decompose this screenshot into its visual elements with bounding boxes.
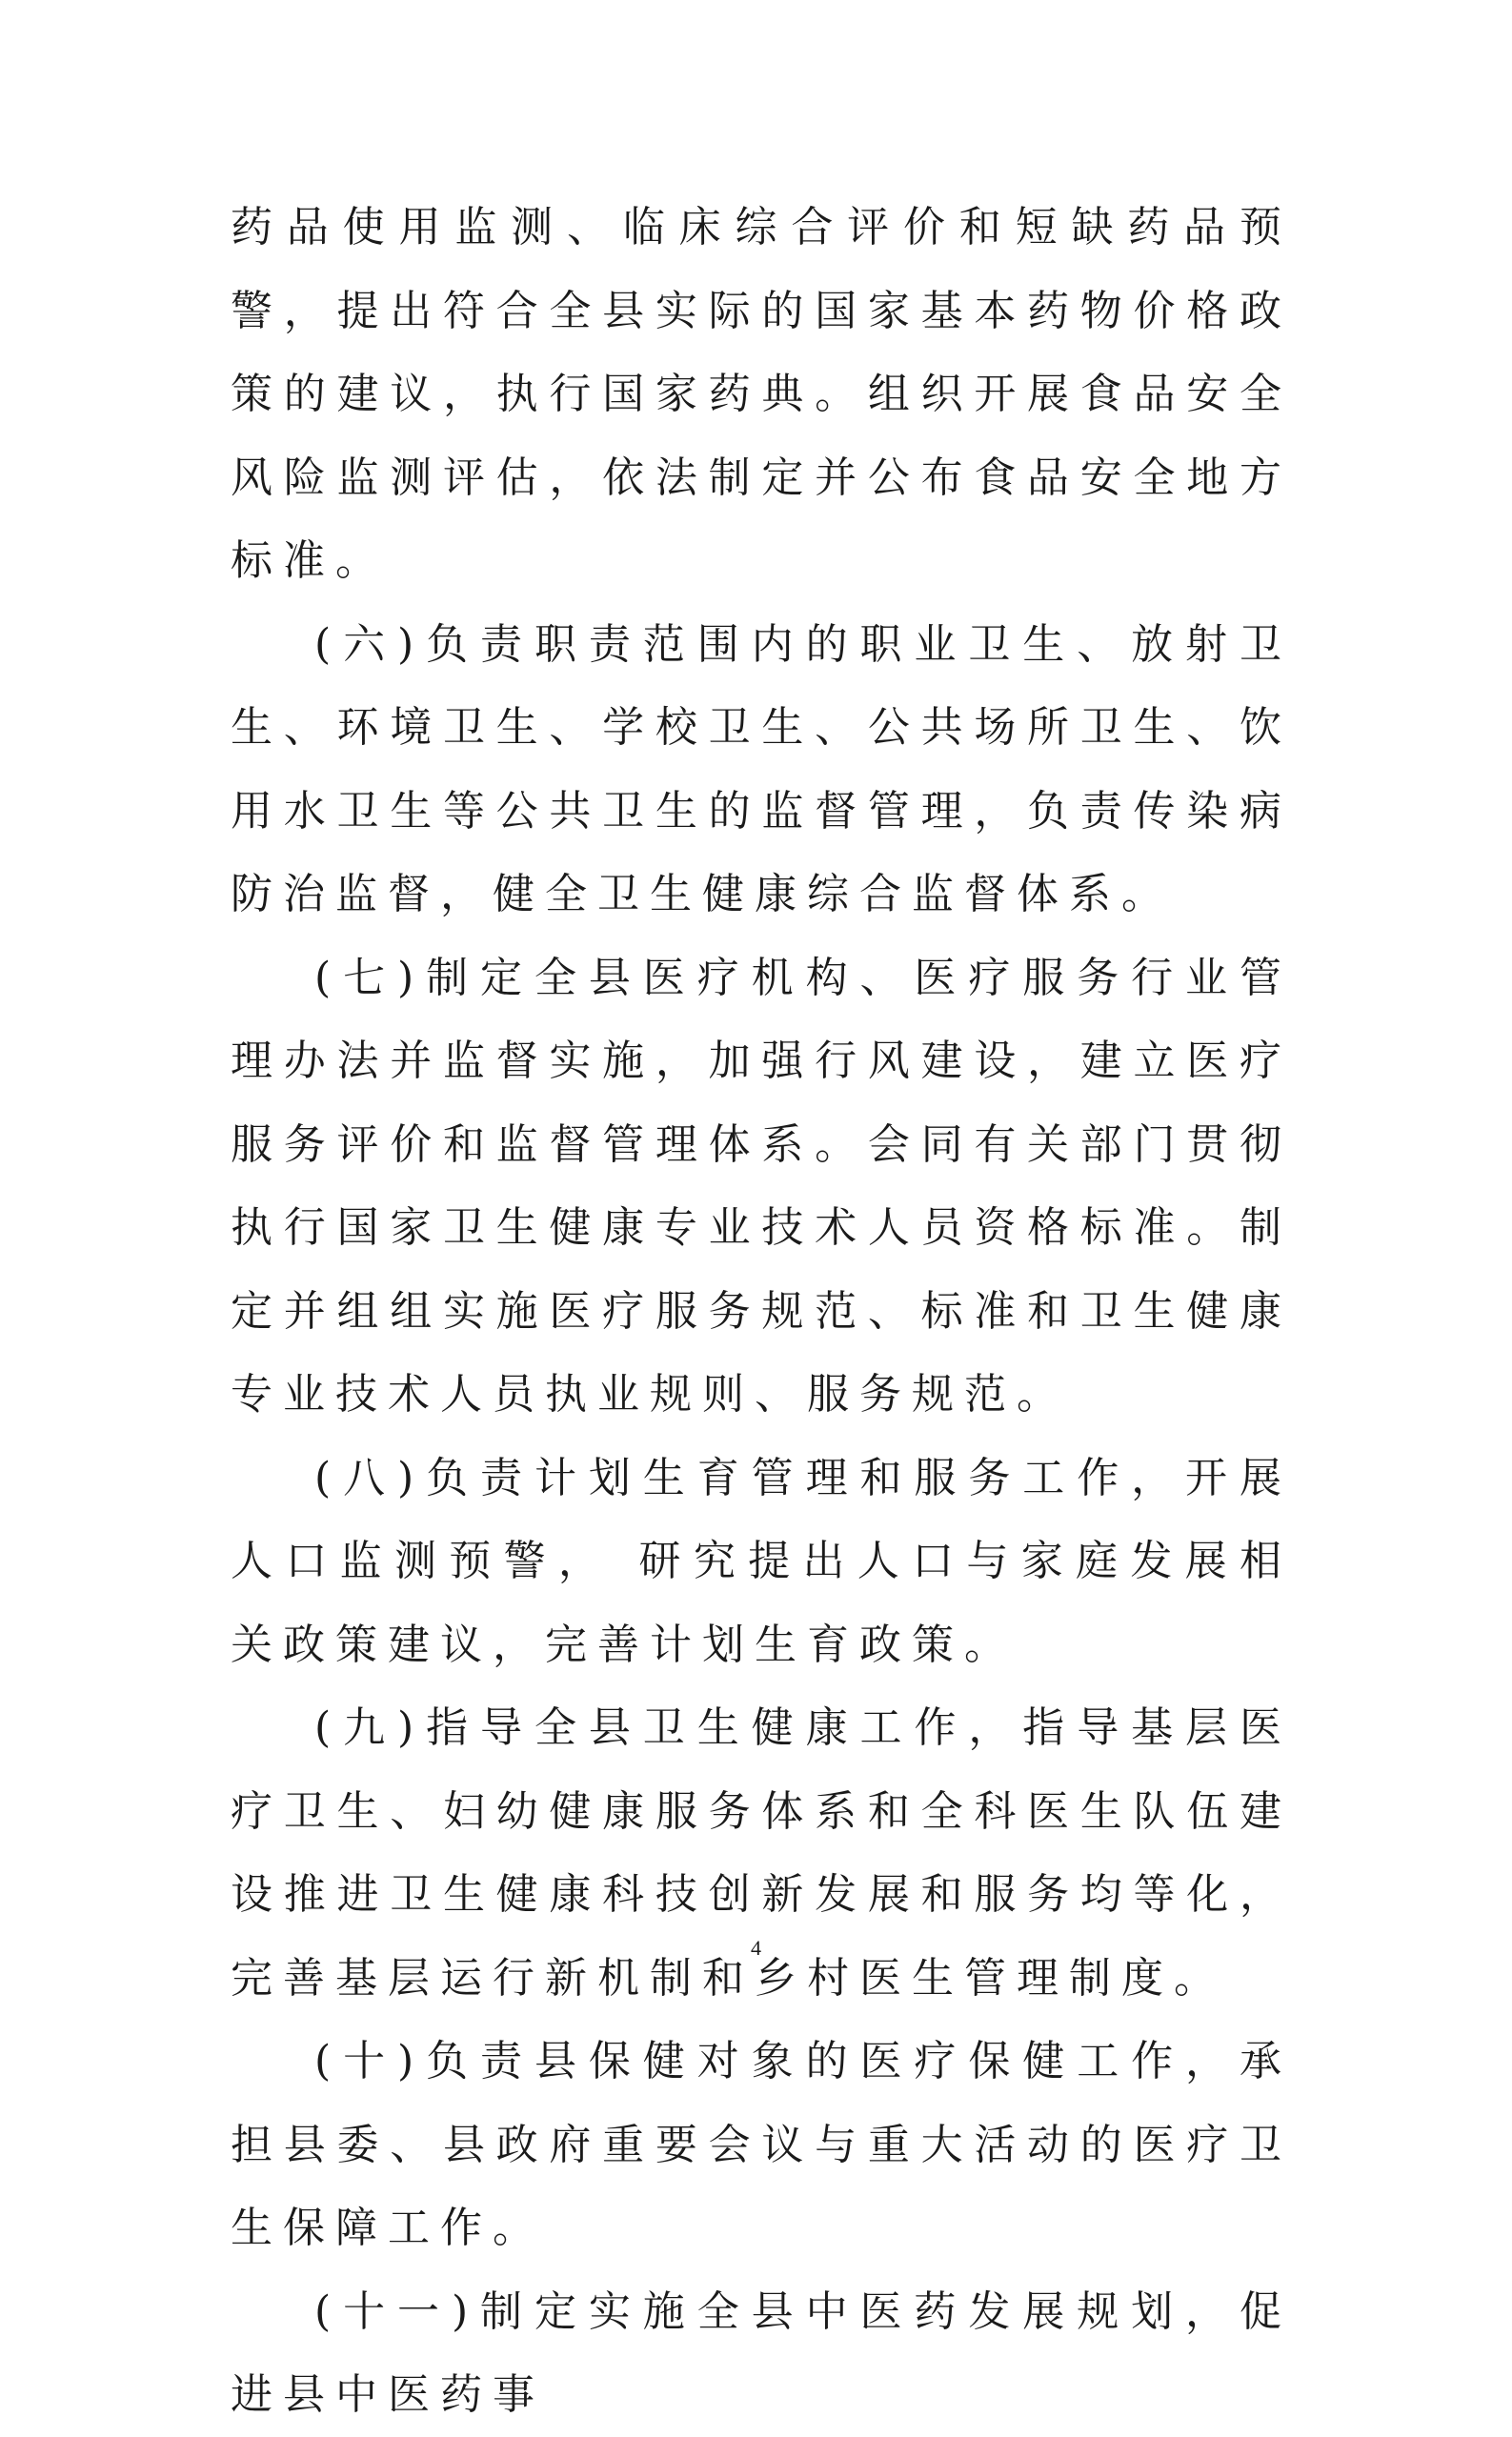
paragraph-item-7: (七)制定全县医疗机构、医疗服务行业管理办法并监督实施，加强行风建设，建立医疗服务评价和监督管理体系。会同有关部门贯彻执行国家卫生健康专业技术人员资格标准。制定并组组实施医疗服务规范、标准和卫生健康专业技术人员执业规则、服务规范。 bbox=[231, 953, 1292, 1419]
paragraph-item-6: (六)负责职责范围内的职业卫生、放射卫生、环境卫生、学校卫生、公共场所卫生、饮用水卫生等公共卫生的监督管理，负责传染病防治监督，健全卫生健康综合监督体系。 bbox=[231, 619, 1292, 918]
document-body bbox=[231, 186, 1292, 2437]
paragraph-item-9: (九)指导全县卫生健康工作，指导基层医疗卫生、妇幼健康服务体系和全科医生队伍建设推进卫生健康科技创新发展和服务均等化，完善基层运行新机制和乡村医生管理制度。 bbox=[231, 1703, 1292, 2003]
page-number: 4 bbox=[751, 1936, 761, 1960]
paragraph-item-8: (八)负责计划生育管理和服务工作，开展人口监测预警， 研究提出人口与家庭发展相关政策建议，完善计划生育政策。 bbox=[231, 1453, 1292, 1669]
paragraph-drug-monitoring: 药品使用监测、临床综合评价和短缺药品预警，提出符合全县实际的国家基本药物价格政策的建议，执行国家药典。组织开展食品安全风险监测评估，依法制定并公布食品安全地方标准。 bbox=[231, 203, 1292, 585]
paragraph-item-11: (十一)制定实施全县中医药发展规划，促进县中医药事 bbox=[231, 2286, 1292, 2419]
paragraph-item-10: (十)负责县保健对象的医疗保健工作，承担县委、县政府重要会议与重大活动的医疗卫生保障工作。 bbox=[231, 2037, 1292, 2252]
